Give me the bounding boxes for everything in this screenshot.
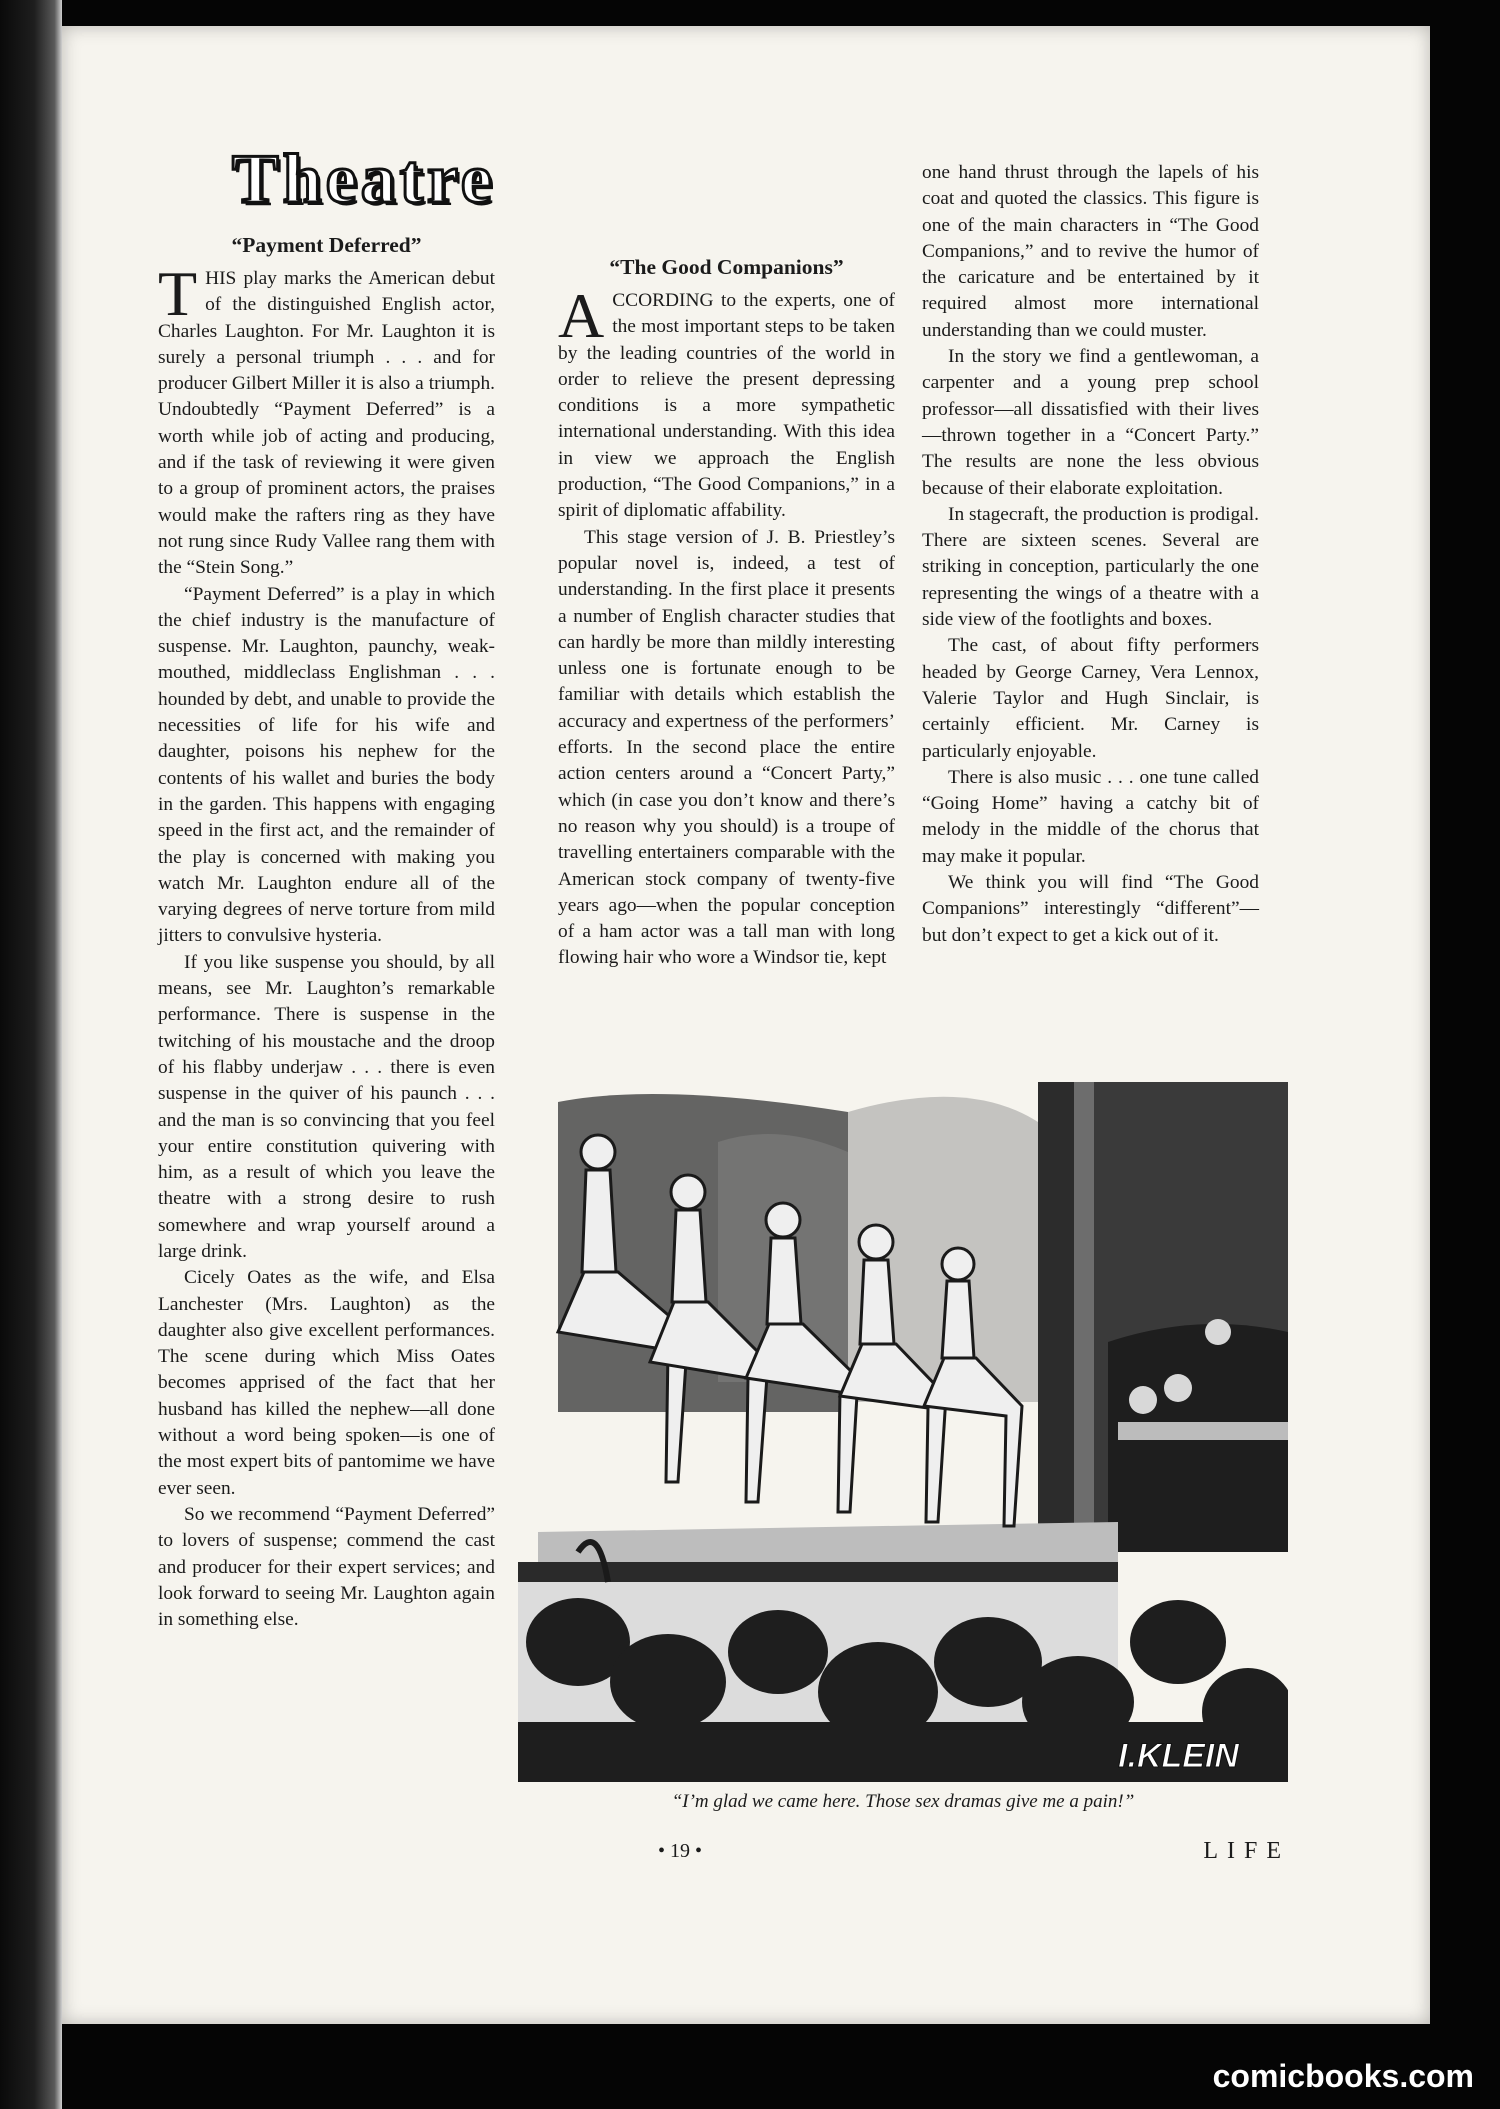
paragraph-5: The cast, of about fifty performers headed by George Carney, Vera Lennox, Valerie Taylor and Hugh Sinclair, is certainly efficient. Mr. Carney is particularly enjoyable. — [922, 635, 1259, 762]
section-title: Theatre — [232, 141, 496, 218]
paragraph-7: We think you will find “The Good Companions” interestingly “different”—but don’t expect to get a kick out of it. — [922, 872, 1259, 946]
paragraph-2: This stage version of J. B. Priestley’s popular novel is, indeed, a test of understanding. In the first place it presents a number of English character studies that can hardly be more than mildly interesting unless one is fortunate enough to be familiar with details which establish the accuracy and expertness of the performers’ efforts. In the second place the entire action centers around a “Concert Party,” which (in case you don’t know and there’s no reason why you should) is a troupe of travelling entertainers comparable with the American stock company of twenty-five years ago—when the popular conception of a ham actor was a tall man with long flowing hair who wore a Windsor tie, kept — [558, 526, 895, 969]
proscenium-column — [1038, 1082, 1074, 1552]
paragraph-continued: one hand thrust through the lapels of his coat and quoted the classics. This figure is one of the main characters in “The Good Companions,” and to revive the humor of the caricature and be entertained by it required almost more international understanding than we could muster. — [922, 162, 1259, 341]
paragraph-text: HIS play marks the American debut of the distinguished English actor, Charles Laughton. For Mr. Laughton it is surely a personal triumph . . . and for producer Gilbert Miller it is also a triumph. Undoubtedly “Payment Deferred” is a worth while job of acting and producing, and if the task of reviewing it were given to a group of prominent actors, the praises would make the rafters ring as they have not rung since Rudy Vallee rang them with the “Stein Song.” — [158, 268, 495, 579]
paragraph-3: In the story we find a gentlewoman, a carpenter and a young prep school professor—all dissatisfied with their lives—thrown together in a “Concert Party.” The results are none the less obvious because of their elaborate exploitation. — [922, 346, 1259, 499]
column-good-companions-continued — [922, 160, 1259, 949]
paragraph-1 — [558, 280, 895, 525]
page-number: • 19 • — [657, 1840, 702, 1862]
cartoon-illustration — [518, 1082, 1288, 1782]
paragraph-3: If you like suspense you should, by all means, see Mr. Laughton’s remarkable performance. There is suspense in the twitching of his moustache and the droop of his flabby underjaw . . . there is even suspense in the quiver of his paunch . . . and the man is so convincing that you feel your entire constitution quivering with him, as a result of which you leave the theatre with a strong desire to rush somewhere and wrap yourself around a large drink. — [158, 951, 495, 1262]
paragraph-text: CCORDING to the experts, one of the most important steps to be taken by the leading countries of the world in order to relieve the present depressing conditions is a more sympathetic international understanding. With this idea in view we approach the English production, “The Good Companions,” in a spirit of diplomatic affability. — [558, 290, 895, 522]
paragraph-6: There is also music . . . one tune called “Going Home” having a catchy bit of melody in the middle of the chorus that may make it popular. — [922, 766, 1259, 867]
drop-cap: A — [558, 280, 605, 351]
article-heading-payment-deferred: “Payment Deferred” — [231, 233, 422, 257]
paragraph-5: So we recommend “Payment Deferred” to lovers of suspense; commend the cast and producer for their expert services; and look forward to seeing Mr. Laughton again in something else. — [158, 1503, 495, 1631]
box-railing — [1118, 1422, 1288, 1440]
cartoon-caption: “I’m glad we came here. Those sex dramas give me a pain!” — [671, 1791, 1135, 1812]
binding-edge — [0, 0, 62, 2109]
magazine-name: LIFE — [1203, 1838, 1290, 1864]
paragraph-1 — [158, 258, 495, 582]
drop-cap: T — [158, 258, 198, 329]
artist-signature: I.KLEIN — [1118, 1737, 1239, 1775]
site-watermark: comicbooks.com — [1212, 2058, 1474, 2094]
paragraph-4: Cicely Oates as the wife, and Elsa Lanchester (Mrs. Laughton) as the daughter also give excellent performances. The scene during which Miss Oates becomes apprised of the fact that her husband has killed the nephew—all done without a word being spoken—is one of the most expert bits of pantomime we have ever seen. — [158, 1267, 495, 1499]
paragraph-2: “Payment Deferred” is a play in which the chief industry is the manufacture of suspense. Mr. Laughton, paunchy, weak-mouthed, middleclass Englishman . . . hounded by debt, and unable to provide the necessities of life for his wife and daughter, poisons his nephew for the contents of his wallet and buries the body in the garden. This happens with engaging speed in the first act, and the remainder of the play is concerned with making you watch Mr. Laughton endure all of the varying degrees of nerve torture from mild jitters to convulsive hysteria. — [158, 583, 495, 947]
column-good-companions — [558, 254, 895, 972]
article-heading-good-companions: “The Good Companions” — [609, 255, 844, 279]
column-payment-deferred — [158, 232, 495, 1633]
paragraph-4: In stagecraft, the production is prodigal. There are sixteen scenes. Several are striking in conception, particularly the one representing the wings of a theatre with a side view of the footlights and boxes. — [922, 503, 1259, 631]
